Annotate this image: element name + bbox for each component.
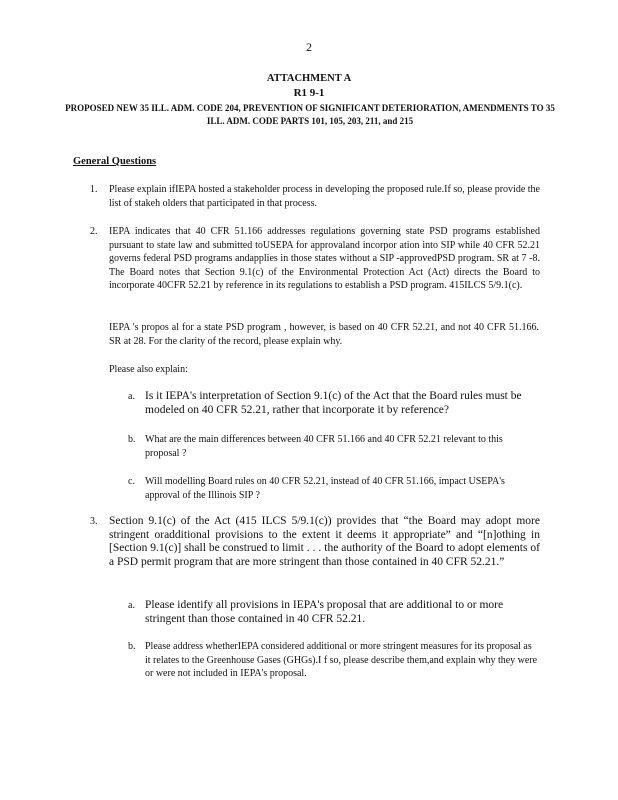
- question-2-paragraph: IEPA 's propos al for a state PSD program , however, is based on 40 CFR 52.21, and not 40 CFR 51.166. SR at 28. For the clarity of the record, please explain why.: [109, 322, 539, 347]
- sub-label: b.: [128, 641, 136, 652]
- docket-number: R1 9-1: [293, 87, 325, 99]
- proposal-title: PROPOSED NEW 35 ILL. ADM. CODE 204, PREVENTION OF SIGNIFICANT DETERIORATION, AMENDMENTS TO 35 ILL. ADM. CODE PARTS 101, 105, 203, 211, and 215: [65, 103, 555, 126]
- sub-text: Will modelling Board rules on 40 CFR 52.21, instead of 40 CFR 51.166, impact USEPA's approval of the Illinois SIP ?: [145, 476, 505, 501]
- question-text: IEPA indicates that 40 CFR 51.166 addresses regulations governing state PSD programs established pursuant to state law and submitted toUSEPA for approvaland incorpor ation into SIP while 40 CFR 52.21 governs federal PSD programs andapplies in those states without a SIP -approvedPSD program. SR at 7 -8. The Board notes that Section 9.1(c) of the Environmental Protection Act (Act) directs the Board to incorporate 40CFR 52.21 by reference in its regulations to establish a PSD program. 415ILCS 5/9.1(c).: [109, 226, 540, 291]
- sub-text: Is it IEPA's interpretation of Section 9.1(c) of the Act that the Board rules must be modeled on 40 CFR 52.21, rather that incorporate it by reference?: [145, 390, 522, 416]
- question-2-sub-c: [128, 475, 538, 502]
- sub-label: a.: [128, 600, 135, 611]
- sub-label: b.: [128, 434, 136, 445]
- sub-text: Please address whetherIEPA considered additional or more stringent measures for its proposal as it relates to the Greenhouse Gases (GHGs).I f so, please describe them,and explain why they were or were not included in IEPA's proposal.: [145, 641, 538, 679]
- question-3-sub-a: [128, 599, 538, 626]
- sub-text: Please identify all provisions in IEPA's proposal that are additional to or more stringent than those contained in 40 CFR 52.21.: [145, 599, 504, 625]
- question-number: 3.: [90, 516, 98, 527]
- attachment-heading: ATTACHMENT A: [266, 73, 352, 84]
- question-3-sub-b: [128, 640, 538, 681]
- question-number: 2.: [90, 226, 98, 237]
- sub-text: What are the main differences between 40 CFR 51.166 and 40 CFR 52.21 relevant to this proposal ?: [145, 434, 503, 459]
- question-2-sub-b: [128, 433, 538, 460]
- question-2: [90, 225, 540, 293]
- sub-label: c.: [128, 476, 135, 487]
- page-number: 2: [306, 40, 312, 54]
- question-text: Section 9.1(c) of the Act (415 ILCS 5/9.1(c)) provides that “the Board may adopt more stringent oradditional provisions to the extent it deems it appropriate” and “[n]othing in [Section 9.1(c)] shall be construed to limit . . . the authority of the Board to adopt elements of a PSD permit program that are more stringent than those contained in 40 CFR 52.21.”: [109, 515, 540, 568]
- question-2-sub-a: [128, 390, 538, 417]
- question-3: [90, 515, 540, 569]
- question-1: [90, 183, 540, 210]
- section-title: General Questions: [73, 156, 157, 167]
- question-number: 1.: [90, 184, 98, 195]
- sub-label: a.: [128, 391, 135, 402]
- question-text: Please explain ifIEPA hosted a stakeholder process in developing the proposed rule.If so, please provide the list of stakeh olders that participated in that process.: [109, 184, 540, 209]
- question-2-prompt: Please also explain:: [109, 364, 188, 375]
